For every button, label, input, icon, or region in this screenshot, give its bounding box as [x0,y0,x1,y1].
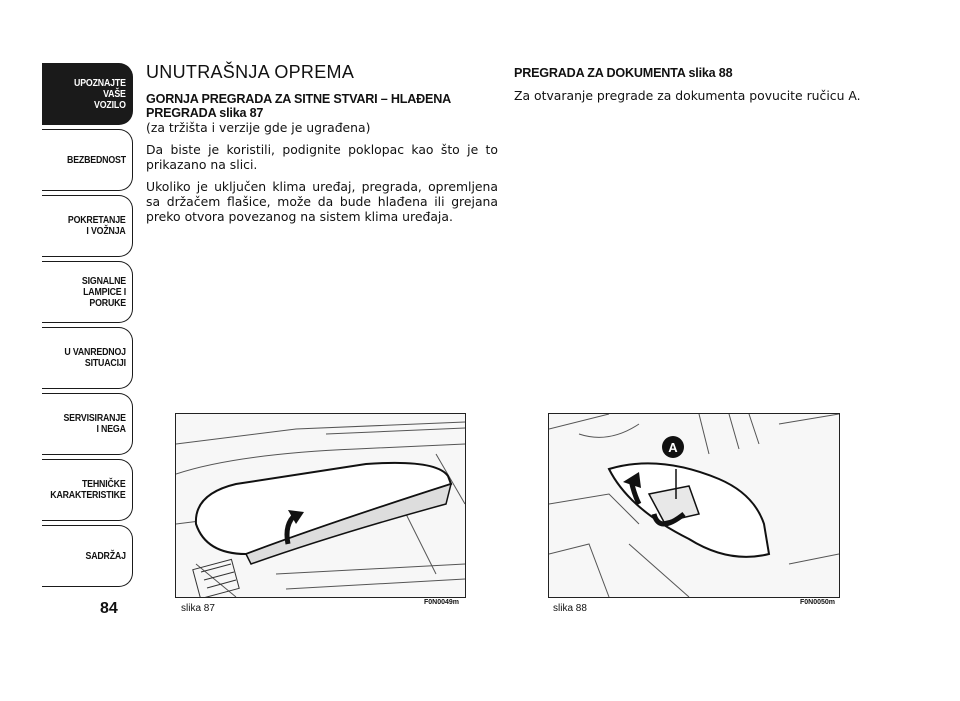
tab-label: UPOZNAJTE VAŠE VOZILO [74,77,126,111]
paragraph-usage: Da biste je koristili, podignite poklopac kao što je to prikazano na slici. [146,142,498,172]
market-note: (za tržišta i verzije gde je ugrađena) [146,120,371,135]
tab-label: SIGNALNE LAMPICE I PORUKE [81,275,126,309]
tab-label: SERVISIRANJE I NEGA [63,413,126,435]
tab-sadrzaj[interactable] [42,525,133,587]
tab-pokretanje-i-voznja[interactable] [42,195,133,257]
section-title: UNUTRAŠNJA OPREMA [146,62,355,82]
page-number: 84 [100,600,118,617]
tab-label: SADRŽAJ [85,550,126,562]
dashboard-lid-illustration [176,414,465,597]
tab-label: BEZBEDNOST [67,154,126,166]
figure-code: F0N0050m [800,599,836,606]
tab-label: POKRETANJE I VOŽNJA [68,215,126,237]
callout-marker-a: A [668,440,678,455]
figure-code: F0N0049m [424,599,460,606]
subsection-title: GORNJA PREGRADA ZA SITNE STVARI – HLAĐENA PREGRADA slika 87 [146,92,451,120]
left-column [146,63,498,231]
figure-glove-box [548,413,840,598]
chapter-sidebar [42,63,133,591]
tab-signalne-lampice[interactable] [42,261,133,323]
tab-label: TEHNIČKE KARAKTERISTIKE [50,479,126,501]
tab-bezbednost[interactable] [42,129,133,191]
paragraph-climate: Ukoliko je uključen klima uređaj, pregrada, opremljena sa držačem flašice, može da bude hlađena ili grejana preko otvora povezanog na sistem klima uređaja. [146,179,498,224]
tab-servisiranje-i-nega[interactable] [42,393,133,455]
subsection-title: PREGRADA ZA DOKUMENTA slika 88 [514,66,733,80]
tab-tehnicke-karakteristike[interactable] [42,459,133,521]
tab-upoznajte-vase-vozilo[interactable] [42,63,133,125]
figure-caption: slika 87 [181,603,215,614]
tab-label: U VANREDNOJ SITUACIJI [64,347,126,369]
paragraph-glovebox: Za otvaranje pregrade za dokumenta povucite ručicu A. [514,88,861,103]
tab-u-vanrednoj-situaciji[interactable] [42,327,133,389]
figure-caption: slika 88 [553,603,587,614]
right-column [514,63,866,110]
figure-upper-compartment [175,413,466,598]
glovebox-illustration [549,414,839,597]
